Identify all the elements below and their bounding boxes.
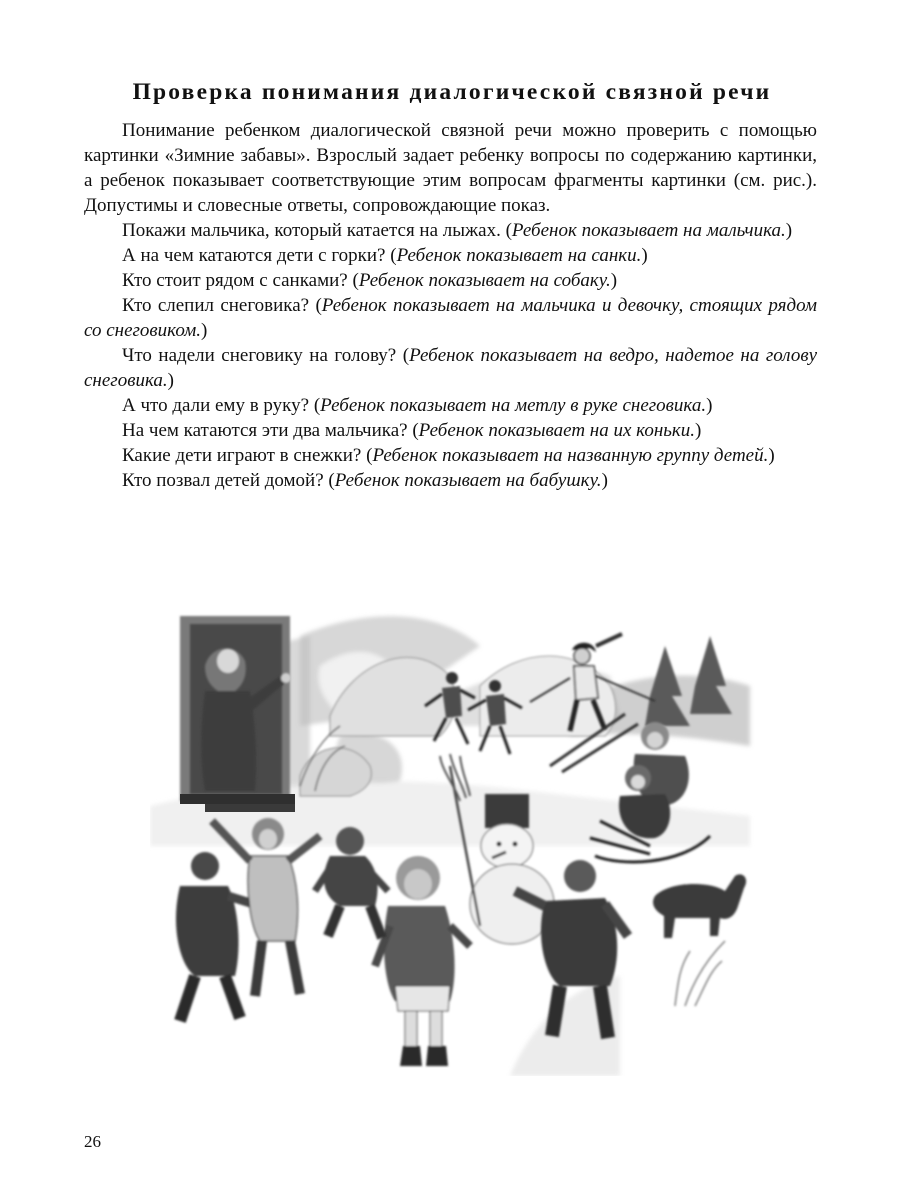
winter-games-illustration bbox=[150, 606, 760, 1076]
answer-text: Ребенок показывает на бабушку. bbox=[334, 470, 602, 491]
page-title: Проверка понимания диалогической связной речи bbox=[132, 79, 772, 105]
question-paragraph: На чем катаются эти два мальчика? (Ребенок показывает на их коньки.) bbox=[122, 420, 702, 441]
page-number: 26 bbox=[84, 1132, 101, 1151]
question-paragraph: Что надели снеговику на голову? (Ребенок показывает на ведро, надетое на голову снеговика.) bbox=[84, 345, 817, 391]
question-paragraph: Какие дети играют в снежки? (Ребенок показывает на названную группу детей.) bbox=[122, 445, 775, 466]
question-paragraph: Покажи мальчика, который катается на лыжах. (Ребенок показывает на мальчика.) bbox=[122, 220, 793, 241]
dog bbox=[653, 874, 746, 938]
body-text bbox=[84, 118, 817, 493]
answer-text: Ребенок показывает на мальчика. bbox=[511, 220, 786, 241]
answer-text: Ребенок показывает на собаку. bbox=[358, 270, 611, 291]
answer-text: Ребенок показывает на мальчика и девочку, стоящих рядом со снеговиком. bbox=[84, 295, 817, 341]
question-paragraph: А на чем катаются дети с горки? (Ребенок показывает на санки.) bbox=[122, 245, 648, 266]
snowman bbox=[440, 754, 554, 944]
snowball-fight-children bbox=[176, 818, 388, 1021]
question-paragraph: Кто стоит рядом с санками? (Ребенок показывает на собаку.) bbox=[122, 270, 618, 291]
question-paragraph: Кто позвал детей домой? (Ребенок показывает на бабушку.) bbox=[122, 470, 608, 491]
answer-text: Ребенок показывает на их коньки. bbox=[418, 420, 696, 441]
question-text: Кто слепил снеговика? bbox=[122, 295, 310, 316]
question-text: А что дали ему в руку? bbox=[122, 395, 310, 416]
question-text: На чем катаются эти два мальчика? bbox=[122, 420, 408, 441]
question-text: Кто позвал детей домой? bbox=[122, 470, 324, 491]
question-text: Кто стоит рядом с санками? bbox=[122, 270, 348, 291]
answer-text: Ребенок показывает на названную группу детей. bbox=[372, 445, 769, 466]
question-text: А на чем катаются дети с горки? bbox=[122, 245, 386, 266]
question-text: Покажи мальчика, который катается на лыжах. bbox=[122, 220, 501, 241]
answer-text: Ребенок показывает на ведро, надетое на голову снеговика. bbox=[84, 345, 817, 391]
intro-paragraph: Понимание ребенком диалогической связной речи можно проверить с помощью картинки «Зимние забавы». Взрослый задает ребенку вопросы по содержанию картинки, а ребенок показывает соответствующие этим вопросам фрагменты картинки (см. рис.). Допустимы и словесные ответы, сопровождающие показ. bbox=[84, 120, 817, 216]
answer-text: Ребенок показывает на метлу в руке снеговика. bbox=[320, 395, 707, 416]
answer-text: Ребенок показывает на санки. bbox=[396, 245, 642, 266]
question-paragraph: А что дали ему в руку? (Ребенок показывает на метлу в руке снеговика.) bbox=[122, 395, 713, 416]
question-paragraph: Кто слепил снеговика? (Ребенок показывает на мальчика и девочку, стоящих рядом со снеговиком.) bbox=[84, 295, 817, 341]
question-text: Что надели снеговику на голову? bbox=[122, 345, 397, 366]
question-text: Какие дети играют в снежки? bbox=[122, 445, 362, 466]
